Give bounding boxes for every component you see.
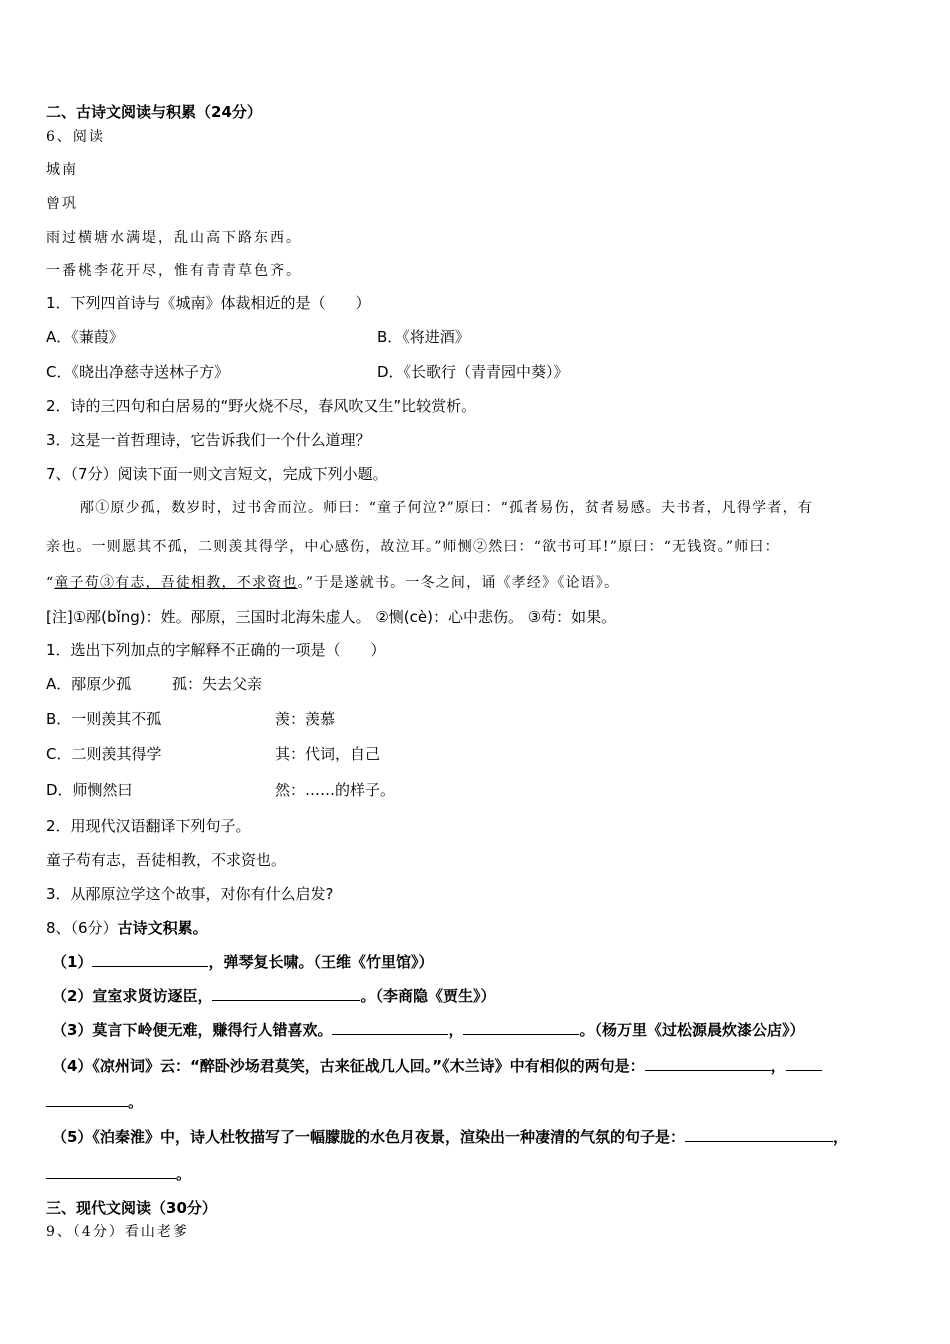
q7-option-c-right: 其：代词，自己 <box>275 745 381 763</box>
question-9-header: 9、（4分）看山老爹 <box>46 1224 189 1240</box>
q6-option-c: C．《晓出净慈寺送林子方》 <box>46 363 229 381</box>
q8-item-1 <box>52 952 433 972</box>
item4-end: 。 <box>128 1093 144 1111</box>
q7-option-b-left: B．一则羡其不孤 <box>46 710 162 728</box>
poem-line-2: 一番桃李花开尽，惟有青青草色齐。 <box>46 263 302 279</box>
q6-sub-question-2: 2．诗的三四句和白居易的“野火烧不尽，春风吹又生”比较赏析。 <box>46 397 477 415</box>
question-7-header: 7、（7分）阅读下面一则文言短文，完成下列小题。 <box>46 465 388 483</box>
q8-item-4 <box>52 1056 822 1076</box>
fill-blank-5a[interactable] <box>685 1127 833 1142</box>
fill-blank-3b[interactable] <box>463 1020 579 1035</box>
q7-option-b-right: 羡：羡慕 <box>275 710 336 728</box>
section-title: 二、古诗文阅读与积累（24分） <box>46 103 262 121</box>
question-6-header: 6、阅读 <box>46 129 105 145</box>
q7-option-a-left: A．邴原少孤 <box>46 675 132 693</box>
q7-translation-sentence: 童子苟有志，吾徒相教，不求资也。 <box>46 851 287 869</box>
item5-mid: ， <box>832 1128 848 1146</box>
underlined-sentence: 童子苟③有志，吾徒相教，不求资也 <box>54 575 298 591</box>
item5-prefix: （5）《泊秦淮》中，诗人杜牧描写了一幅朦胧的水色月夜景，渲染出一种凄清的气氛的句子是： <box>52 1128 685 1146</box>
poem-author: 曾巩 <box>46 196 78 212</box>
fill-blank-3a[interactable] <box>332 1020 448 1035</box>
classical-text-line-2: 亲也。一则愿其不孤，二则羡其得学，中心感伤，故泣耳。”师恻②然曰：“欲书可耳!”原曰：“无钱资。”师曰： <box>46 539 780 555</box>
q7-option-d-left: D．师恻然曰 <box>46 781 133 799</box>
classical-text-line-3 <box>46 573 619 593</box>
q7-sub-question-3: 3．从邴原泣学这个故事，对你有什么启发? <box>46 885 334 903</box>
q7-option-c-left: C．二则羡其得学 <box>46 745 162 763</box>
q8-header-bold: 古诗文积累。 <box>117 919 208 937</box>
item1-prefix: （1） <box>52 953 93 971</box>
fill-blank-4a[interactable] <box>645 1056 771 1071</box>
question-8-header <box>46 918 208 938</box>
fill-blank-5b[interactable] <box>46 1164 176 1179</box>
q8-header-prefix: 8、（6分） <box>46 919 118 937</box>
q6-option-d: D．《长歌行（青青园中葵）》 <box>377 363 569 381</box>
q7-option-a-right: 孤：失去父亲 <box>172 675 263 693</box>
text-rest: 。”于是遂就书。一冬之间，诵《孝经》《论语》。 <box>297 575 620 591</box>
item3-suffix: 。（杨万里《过松源晨炊漆公店》） <box>579 1021 805 1039</box>
q6-option-b: B．《将进酒》 <box>377 328 470 346</box>
fill-blank-2[interactable] <box>212 986 360 1001</box>
quote-open: “ <box>46 575 55 591</box>
q7-option-d-right: 然：……的样子。 <box>275 781 396 799</box>
q6-sub-question-3: 3．这是一首哲理诗，它告诉我们一个什么道理？ <box>46 431 371 449</box>
q7-sub-question-1: 1．选出下列加点的字解释不正确的一项是（ ） <box>46 641 386 659</box>
item2-suffix: 。（李商隐《贾生》） <box>360 987 496 1005</box>
item2-prefix: （2）宣室求贤访逐臣， <box>52 987 213 1005</box>
q8-item-5-continued <box>46 1164 191 1184</box>
q7-sub-question-2: 2．用现代汉语翻译下列句子。 <box>46 817 251 835</box>
item1-suffix: ，弹琴复长啸。（王维《竹里馆》） <box>208 953 434 971</box>
classical-text-line-1: 邴①原少孤，数岁时，过书舍而泣。师曰：“童子何泣?”原曰：“孤者易伤，贫者易感。夫书者，凡得学者，有 <box>80 500 813 516</box>
section-title-3: 三、现代文阅读（30分） <box>46 1199 217 1217</box>
item4-mid: ， <box>770 1057 786 1075</box>
q8-item-3 <box>52 1020 804 1040</box>
annotation-note: [注]①邴(bǐng)：姓。邴原，三国时北海朱虚人。 ②恻(cè)：心中悲伤。 ③苟：如果。 <box>46 608 617 626</box>
q8-item-2 <box>52 986 495 1006</box>
fill-blank-4b-end[interactable] <box>46 1092 128 1107</box>
fill-blank-4b-start[interactable] <box>786 1056 822 1071</box>
item3-mid: ， <box>448 1021 464 1039</box>
poem-line-1: 雨过横塘水满堤，乱山高下路东西。 <box>46 230 302 246</box>
q6-sub-question-1: 1．下列四首诗与《城南》体裁相近的是（ ） <box>46 294 371 312</box>
poem-title: 城南 <box>46 162 78 178</box>
q6-option-a: A．《蒹葭》 <box>46 328 124 346</box>
item5-end: 。 <box>176 1165 192 1183</box>
item4-prefix: （4）《凉州词》云：“醉卧沙场君莫笑，古来征战几人回。”《木兰诗》中有相似的两句是： <box>52 1057 645 1075</box>
q8-item-5 <box>52 1127 848 1147</box>
q8-item-4-continued <box>46 1092 143 1112</box>
fill-blank-1[interactable] <box>92 952 208 967</box>
item3-prefix: （3）莫言下岭便无难，赚得行人错喜欢。 <box>52 1021 333 1039</box>
